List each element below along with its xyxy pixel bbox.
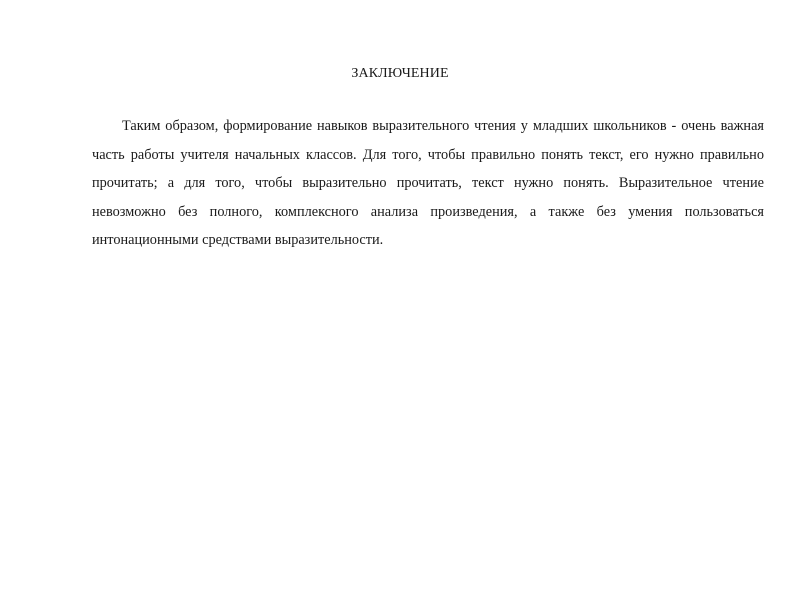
conclusion-paragraph: Таким образом, формирование навыков выразительного чтения у младших школьников - очень важная часть работы учителя начальных классов. Для того, чтобы правильно понять текст, его нужно правильно прочитать; а для того, чтобы выразительно прочитать, текст нужно понять. Выразительное чтение невозможно без полного, комплексного анализа произведения, а также без умения пользоваться интонационными средствами выразительности.: [92, 118, 764, 248]
section-heading: ЗАКЛЮЧЕНИЕ: [351, 66, 449, 81]
